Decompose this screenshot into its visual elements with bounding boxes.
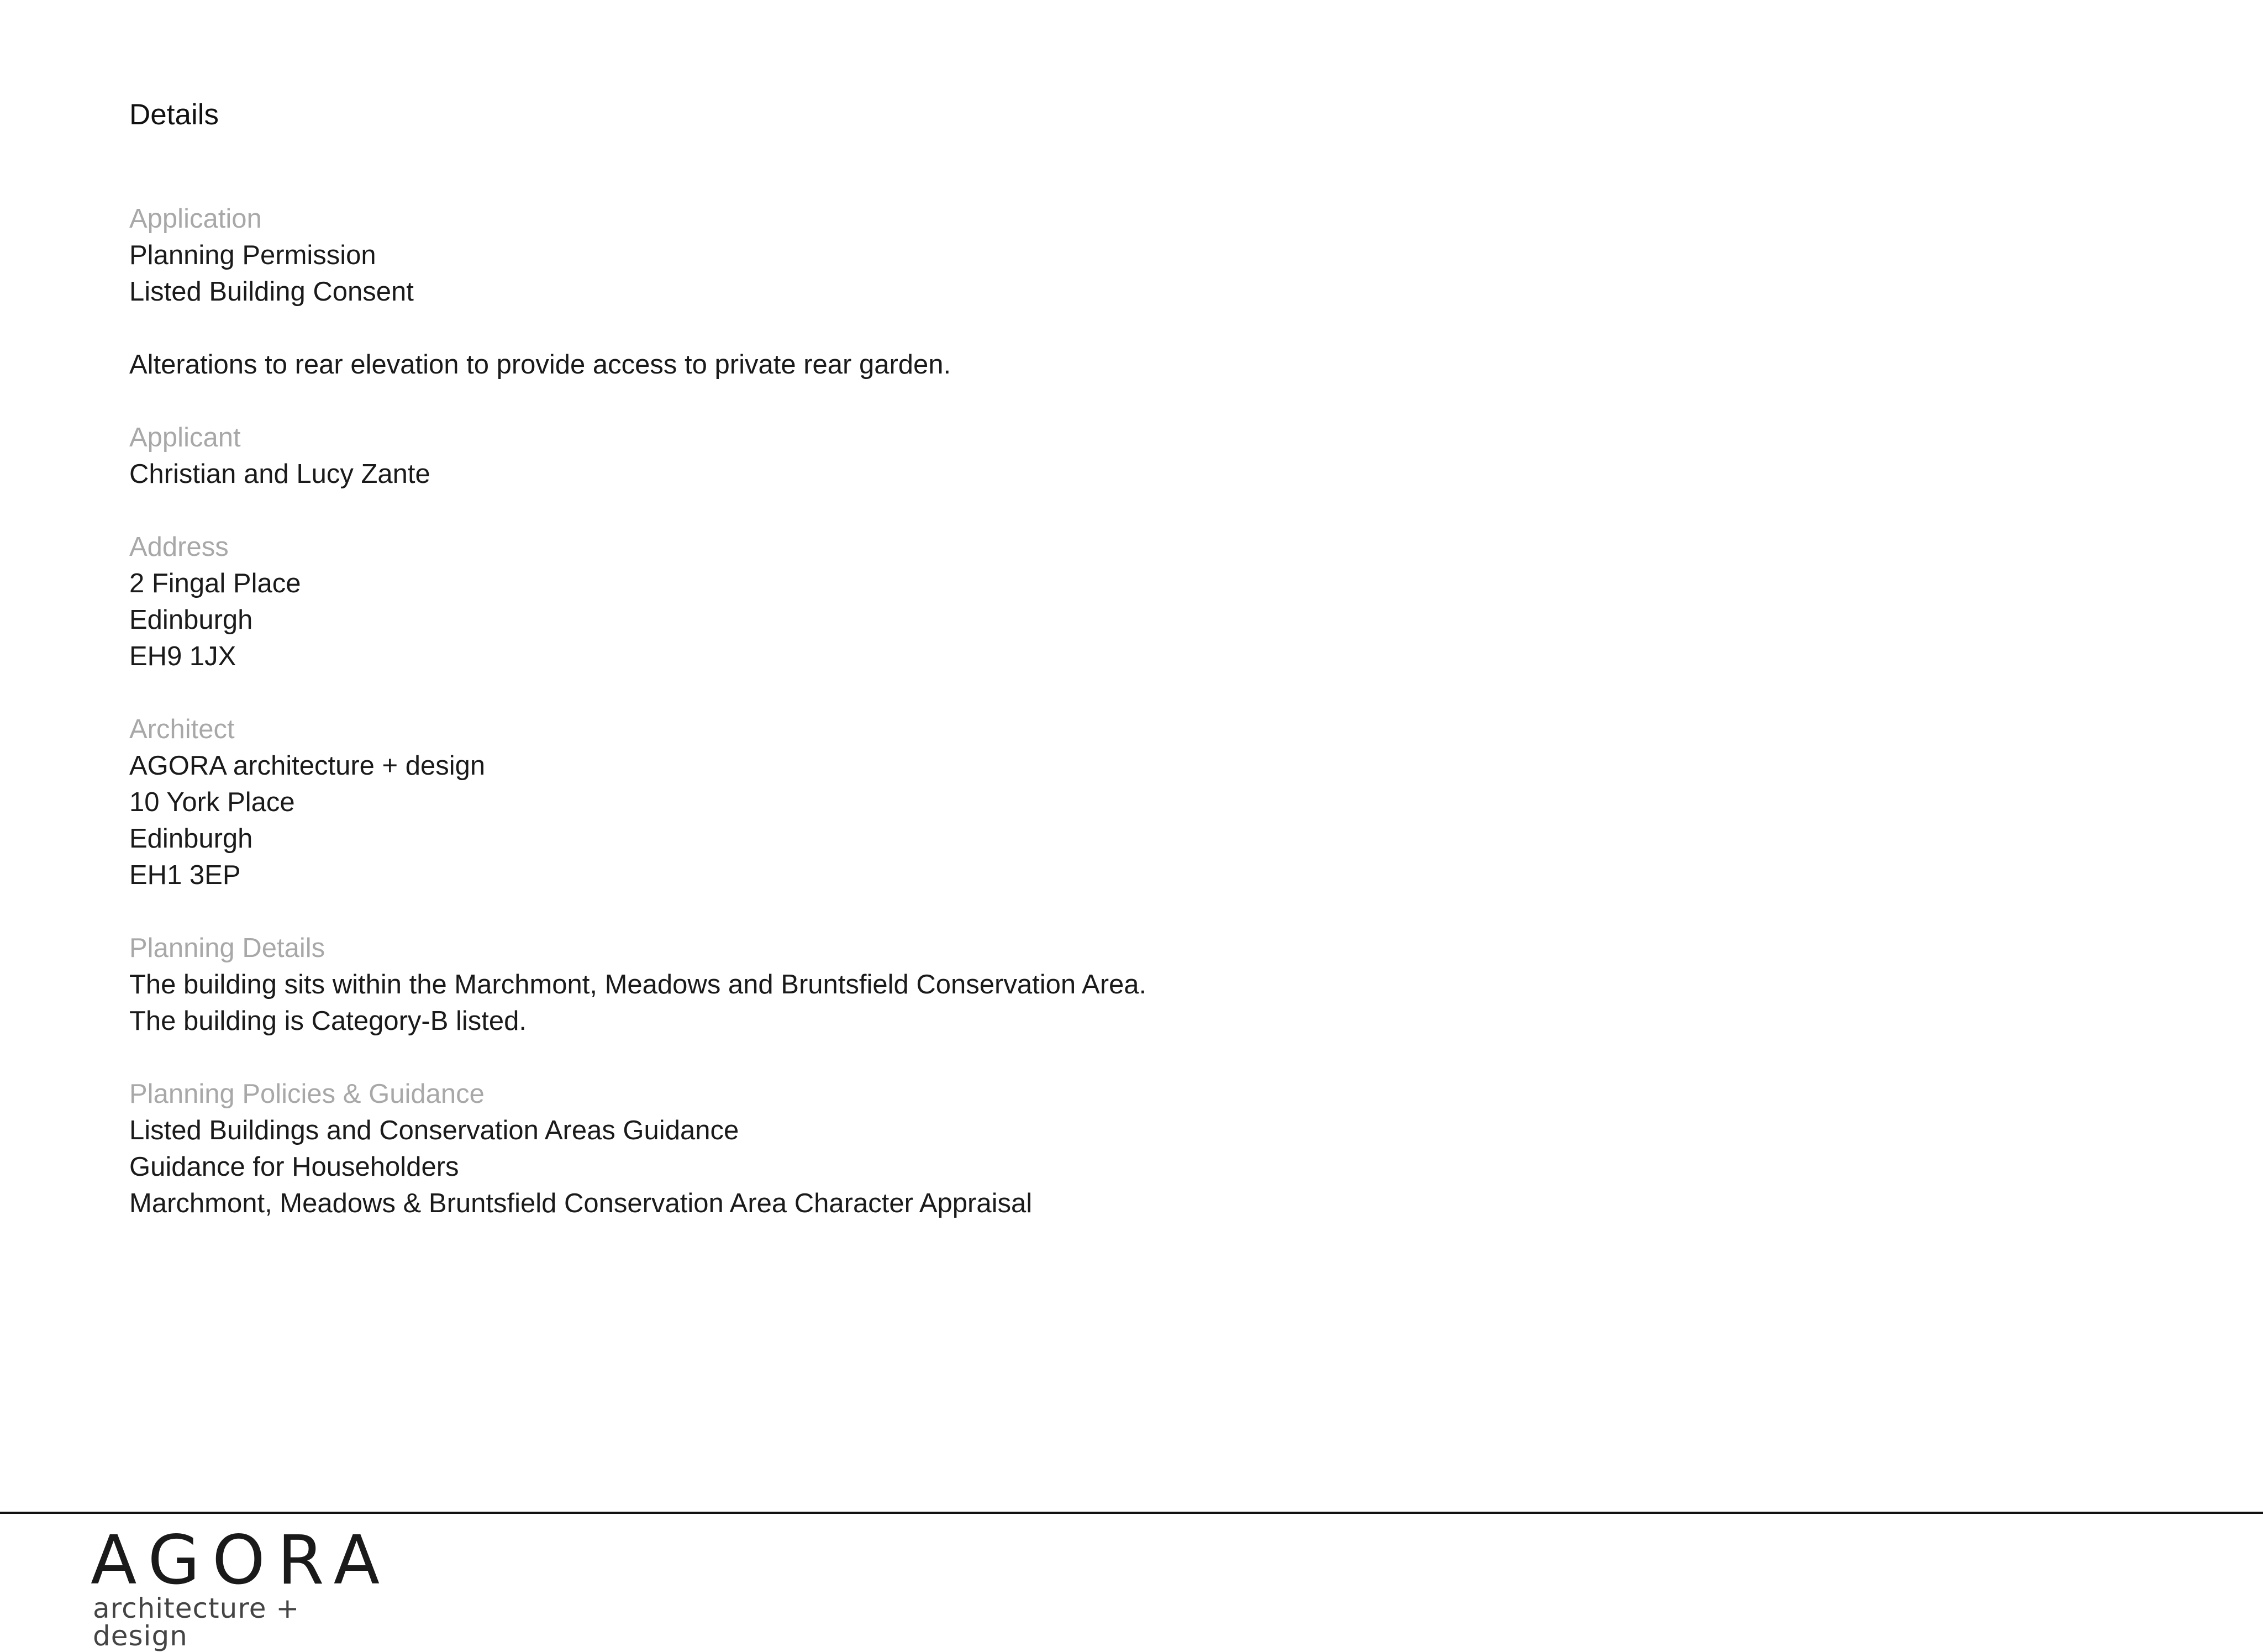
planning-policy-line: Listed Buildings and Conservation Areas Guidance bbox=[129, 1116, 739, 1145]
architect-line: Edinburgh bbox=[129, 824, 253, 854]
planning-detail-line: The building sits within the Marchmont, Meadows and Bruntsfield Conservation Area. bbox=[129, 970, 1147, 999]
description-section bbox=[129, 346, 2118, 383]
planning-details-label: Planning Details bbox=[129, 933, 325, 963]
architect-line: AGORA architecture + design bbox=[129, 751, 486, 781]
application-section bbox=[129, 201, 2118, 310]
details-page bbox=[129, 94, 2118, 1258]
planning-policies-label: Planning Policies & Guidance bbox=[129, 1079, 485, 1109]
application-type: Planning Permission bbox=[129, 240, 376, 270]
logo-wordmark: AGORA bbox=[91, 1521, 392, 1600]
application-type: Listed Building Consent bbox=[129, 277, 414, 307]
address-section bbox=[129, 529, 2118, 675]
address-line: 2 Fingal Place bbox=[129, 569, 301, 598]
address-label: Address bbox=[129, 532, 229, 562]
planning-policy-line: Marchmont, Meadows & Bruntsfield Conservation Area Character Appraisal bbox=[129, 1188, 1033, 1218]
planning-details-section bbox=[129, 930, 2118, 1039]
architect-section bbox=[129, 711, 2118, 893]
address-line: Edinburgh bbox=[129, 605, 253, 635]
address-line: EH9 1JX bbox=[129, 641, 236, 671]
architect-line: EH1 3EP bbox=[129, 860, 241, 890]
logo-tagline: architecture + design bbox=[93, 1592, 300, 1652]
agora-logo bbox=[91, 1521, 400, 1652]
application-label: Application bbox=[129, 204, 262, 234]
architect-line: 10 York Place bbox=[129, 787, 295, 817]
page-title: Details bbox=[129, 98, 219, 131]
planning-detail-line: The building is Category-B listed. bbox=[129, 1006, 527, 1036]
applicant-section bbox=[129, 419, 2118, 492]
proposal-description: Alterations to rear elevation to provide access to private rear garden. bbox=[129, 350, 951, 380]
footer-divider bbox=[0, 1512, 2263, 1514]
applicant-name: Christian and Lucy Zante bbox=[129, 459, 430, 489]
applicant-label: Applicant bbox=[129, 423, 241, 453]
architect-label: Architect bbox=[129, 714, 235, 744]
planning-policy-line: Guidance for Householders bbox=[129, 1152, 459, 1182]
planning-policies-section bbox=[129, 1076, 2118, 1222]
